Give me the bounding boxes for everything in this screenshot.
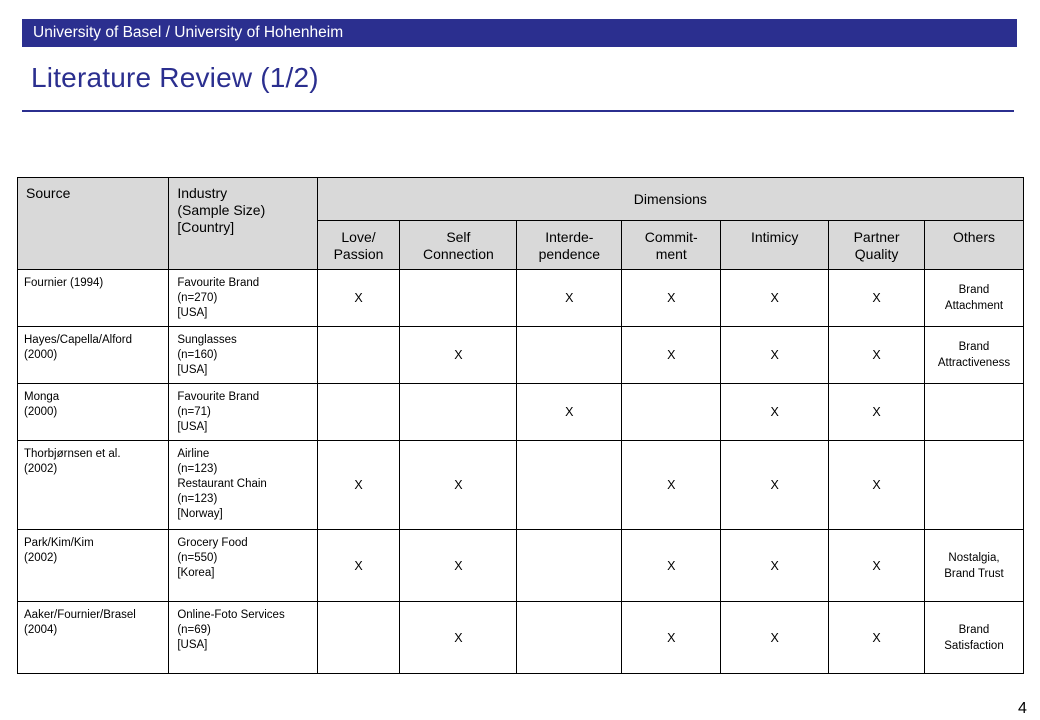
row-mark: X bbox=[721, 384, 829, 441]
row-mark bbox=[517, 327, 622, 384]
row-mark: X bbox=[622, 530, 721, 602]
header-dim-others: Others bbox=[924, 221, 1023, 270]
row-mark: X bbox=[721, 441, 829, 530]
literature-table bbox=[17, 177, 1024, 674]
row-mark: X bbox=[317, 270, 400, 327]
row-mark: X bbox=[622, 602, 721, 674]
table-row bbox=[18, 327, 1024, 384]
row-mark: X bbox=[622, 270, 721, 327]
row-mark bbox=[517, 441, 622, 530]
row-mark: X bbox=[317, 441, 400, 530]
page-number: 4 bbox=[1018, 700, 1027, 717]
header-dim-partner-quality: Partner Quality bbox=[829, 221, 925, 270]
row-mark: X bbox=[622, 327, 721, 384]
row-mark: X bbox=[829, 270, 925, 327]
row-mark bbox=[517, 602, 622, 674]
row-mark: X bbox=[517, 270, 622, 327]
row-mark bbox=[400, 384, 517, 441]
header-source: Source bbox=[18, 178, 169, 270]
row-others bbox=[924, 384, 1023, 441]
row-mark: X bbox=[400, 530, 517, 602]
row-industry: Grocery Food (n=550) [Korea] bbox=[169, 530, 317, 602]
row-mark: X bbox=[721, 327, 829, 384]
table-row bbox=[18, 384, 1024, 441]
row-mark: X bbox=[622, 441, 721, 530]
row-mark bbox=[317, 327, 400, 384]
row-others: Brand Satisfaction bbox=[924, 602, 1023, 674]
row-mark: X bbox=[829, 384, 925, 441]
row-mark bbox=[317, 602, 400, 674]
header-dim-love: Love/ Passion bbox=[317, 221, 400, 270]
table-row bbox=[18, 602, 1024, 674]
row-source: Hayes/Capella/Alford (2000) bbox=[18, 327, 169, 384]
row-mark bbox=[400, 270, 517, 327]
row-mark: X bbox=[829, 327, 925, 384]
row-mark: X bbox=[400, 602, 517, 674]
header-dimensions: Dimensions bbox=[317, 178, 1023, 221]
row-mark: X bbox=[400, 327, 517, 384]
row-mark: X bbox=[721, 530, 829, 602]
header-industry: Industry (Sample Size) [Country] bbox=[169, 178, 317, 270]
row-industry: Favourite Brand (n=270) [USA] bbox=[169, 270, 317, 327]
row-mark: X bbox=[829, 530, 925, 602]
title-divider bbox=[22, 110, 1014, 112]
header-dim-interdependence: Interde- pendence bbox=[517, 221, 622, 270]
institution-header: University of Basel / University of Hohenheim bbox=[22, 19, 1017, 47]
row-mark: X bbox=[721, 602, 829, 674]
row-source: Park/Kim/Kim (2002) bbox=[18, 530, 169, 602]
row-source: Monga (2000) bbox=[18, 384, 169, 441]
row-industry: Favourite Brand (n=71) [USA] bbox=[169, 384, 317, 441]
row-industry: Sunglasses (n=160) [USA] bbox=[169, 327, 317, 384]
row-industry: Airline (n=123) Restaurant Chain (n=123) [Norway] bbox=[169, 441, 317, 530]
row-source: Aaker/Fournier/Brasel (2004) bbox=[18, 602, 169, 674]
row-others: Brand Attractiveness bbox=[924, 327, 1023, 384]
row-others bbox=[924, 441, 1023, 530]
row-mark: X bbox=[829, 441, 925, 530]
table-row bbox=[18, 441, 1024, 530]
row-industry: Online-Foto Services (n=69) [USA] bbox=[169, 602, 317, 674]
row-mark: X bbox=[829, 602, 925, 674]
row-others: Nostalgia, Brand Trust bbox=[924, 530, 1023, 602]
row-mark: X bbox=[400, 441, 517, 530]
row-others: Brand Attachment bbox=[924, 270, 1023, 327]
slide-title: Literature Review (1/2) bbox=[31, 62, 319, 93]
table-row bbox=[18, 530, 1024, 602]
row-mark bbox=[317, 384, 400, 441]
row-mark bbox=[622, 384, 721, 441]
row-source: Fournier (1994) bbox=[18, 270, 169, 327]
header-dim-intimacy: Intimicy bbox=[721, 221, 829, 270]
header-dim-commitment: Commit- ment bbox=[622, 221, 721, 270]
row-mark: X bbox=[517, 384, 622, 441]
row-source: Thorbjørnsen et al. (2002) bbox=[18, 441, 169, 530]
row-mark: X bbox=[721, 270, 829, 327]
row-mark: X bbox=[317, 530, 400, 602]
row-mark bbox=[517, 530, 622, 602]
table-row bbox=[18, 270, 1024, 327]
header-dim-self-connection: Self Connection bbox=[400, 221, 517, 270]
